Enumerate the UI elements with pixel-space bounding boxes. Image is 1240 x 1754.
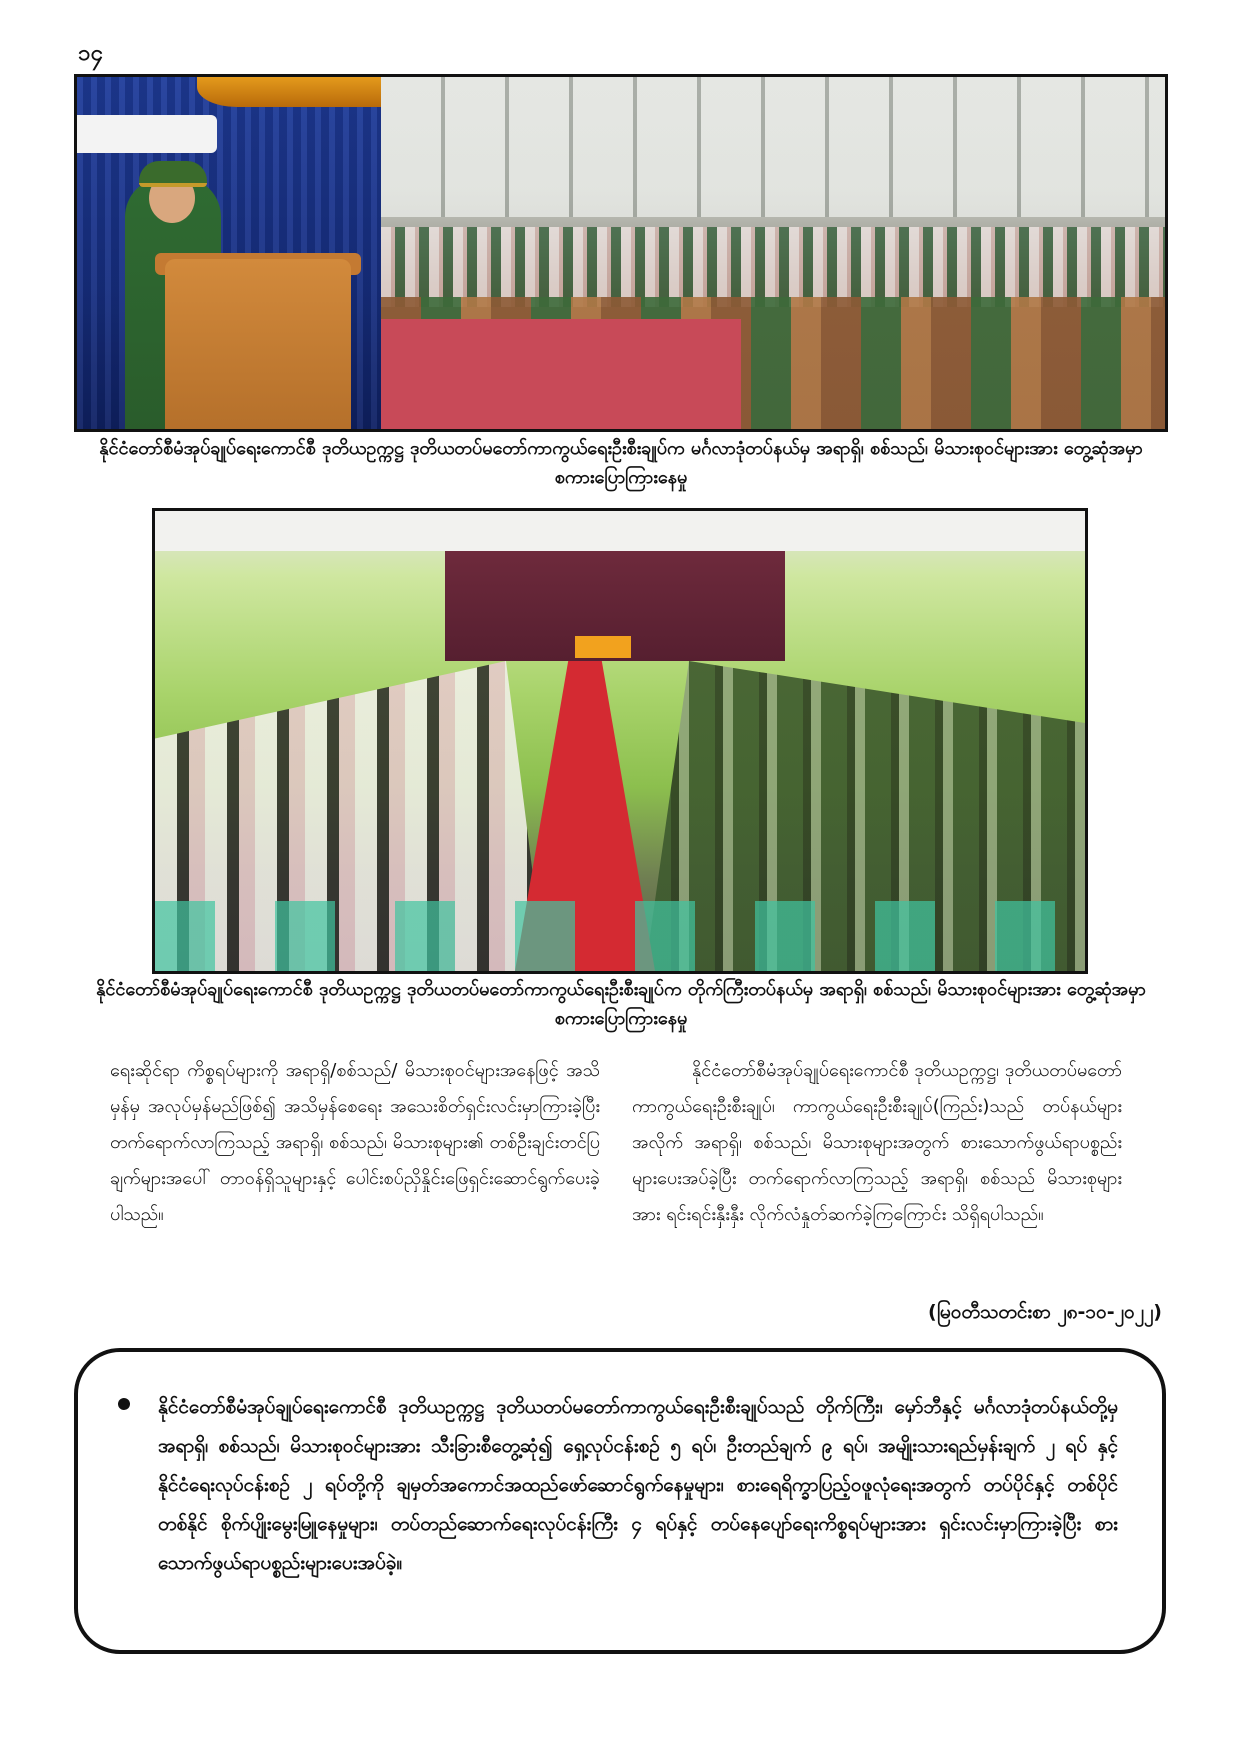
body-paragraph-left: ရေးဆိုင်ရာ ကိစ္စရပ်များကို အရာရှိ/စစ်သည်/ မိသားစုဝင်များအနေဖြင့် အသိမှန်မှ အလုပ်မှန်မည်ဖြစ်၍ အသိမှန်စေရေး အသေးစိတ်ရှင်းလင်းမှာကြားခဲ့ပြီး တက်ရောက်လာကြသည့် အရာရှိ၊ စစ်သည်၊ မိသားစုများ၏ တစ်ဦးချင်းတင်ပြချက်များအပေါ် တာဝန်ရှိသူများနှင့် ပေါင်းစပ်ညှိနှိုင်းဖြေရှင်းဆောင်ရွက်ပေးခဲ့ပါသည်။ bbox=[110, 1060, 600, 1225]
photo-speech-mingaladon bbox=[74, 74, 1168, 432]
body-column-left bbox=[110, 1053, 600, 1233]
summary-text: နိုင်ငံတော်စီမံအုပ်ချုပ်ရေးကောင်စီ ဒုတိယဥက္ကဋ္ဌ ဒုတိယတပ်မတော်ကာကွယ်ရေးဦးစီးချုပ်သည် တိုက်ကြီး၊ မှော်ဘီနှင့် မင်္ဂလာဒုံတပ်နယ်တို့မှ အရာရှိ၊ စစ်သည်၊ မိသားစုဝင်များအား သီးခြားစီတွေ့ဆုံ၍ ရှေ့လုပ်ငန်းစဉ် ၅ ရပ်၊ ဦးတည်ချက် ၉ ရပ်၊ အမျိုးသားရည်မှန်းချက် ၂ ရပ် နှင့် နိုင်ငံရေးလုပ်ငန်းစဉ် ၂ ရပ်တို့ကို ချမှတ်အကောင်အထည်ဖော်ဆောင်ရွက်နေမှုများ၊ စားရေရိက္ခာပြည့်ဝဖူလုံရေးအတွက် တပ်ပိုင်နှင့် တစ်ပိုင်တစ်နိုင် စိုက်ပျိုးမွေးမြူနေမှုများ၊ တပ်တည်ဆောက်ရေးလုပ်ငန်းကြီး ၄ ရပ်နှင့် တပ်နေပျော်ရေးကိစ္စရပ်များအား ရှင်းလင်းမှာကြားခဲ့ပြီး စားသောက်ဖွယ်ရာပစ္စည်းများပေးအပ်ခဲ့။ bbox=[158, 1396, 1118, 1574]
page-number: ၁၄ bbox=[78, 41, 103, 66]
photo-speaker-panel bbox=[77, 77, 381, 429]
source-citation: (မြဝတီသတင်းစာ ၂၈-၁၀-၂၀၂၂) bbox=[928, 1301, 1162, 1323]
photo-audience-panel bbox=[381, 77, 1165, 429]
photo-hall-taikkyi bbox=[152, 508, 1088, 974]
summary-box bbox=[74, 1348, 1166, 1654]
body-column-right bbox=[632, 1053, 1122, 1233]
body-paragraph-right: နိုင်ငံတော်စီမံအုပ်ချုပ်ရေးကောင်စီ ဒုတိယဥက္ကဋ္ဌ၊ ဒုတိယတပ်မတော်ကာကွယ်ရေးဦးစီးချုပ်၊ ကာကွယ်ရေးဦးစီးချုပ်(ကြည်း)သည် တပ်နယ်များအလိုက် အရာရှိ၊ စစ်သည်၊ မိသားစုများအတွက် စားသောက်ဖွယ်ရာပစ္စည်းများပေးအပ်ခဲ့ပြီး တက်ရောက်လာကြသည့် အရာရှိ၊ စစ်သည် မိသားစုများအား ရင်းရင်းနှီးနှီး လိုက်လံနှုတ်ဆက်ခဲ့ကြကြောင်း သိရှိရပါသည်။ bbox=[632, 1060, 1122, 1225]
photo2-caption: နိုင်ငံတော်စီမံအုပ်ချုပ်ရေးကောင်စီ ဒုတိယဥက္ကဋ္ဌ ဒုတိယတပ်မတော်ကာကွယ်ရေးဦးစီးချုပ်က တိုက်ကြီးတပ်နယ်မှ အရာရှိ၊ စစ်သည်၊ မိသားစုဝင်များအား တွေ့ဆုံအမှာစကားပြောကြားနေမှု bbox=[96, 979, 1146, 1029]
photo1-caption: နိုင်ငံတော်စီမံအုပ်ချုပ်ရေးကောင်စီ ဒုတိယဥက္ကဋ္ဌ ဒုတိယတပ်မတော်ကာကွယ်ရေးဦးစီးချုပ်က မင်္ဂလာဒုံတပ်နယ်မှ အရာရှိ၊ စစ်သည်၊ မိသားစုဝင်များအား တွေ့ဆုံအမှာစကားပြောကြားနေမှု bbox=[99, 438, 1143, 488]
bullet-icon bbox=[118, 1398, 130, 1410]
